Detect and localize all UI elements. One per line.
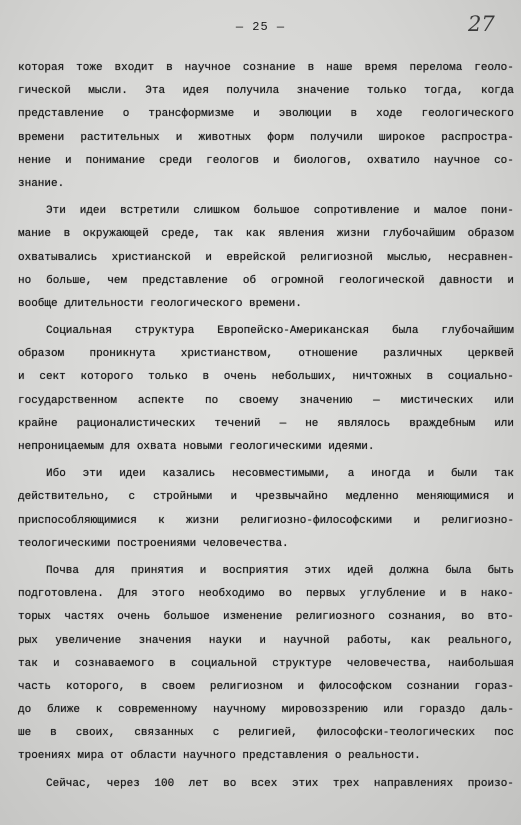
page-number: — 25 — [235, 20, 286, 34]
text-line: но больше, чем представление об огромной геологической давности и [18, 274, 514, 287]
body-text [18, 57, 514, 796]
text-line: знание. [18, 177, 65, 190]
text-line: гической мысли. Эта идея получила значение только тогда, когда [18, 85, 514, 98]
text-line: Социальная структура Европейско-Американская была глубочайшим [46, 325, 514, 338]
text-line: рых увеличение значения науки и научной работы, как реального, [18, 634, 514, 647]
text-line: так и сознаваемого в социальной структуре человечества, наибольшая [18, 657, 514, 670]
text-line: вообще длительности геологического времени. [18, 297, 302, 310]
text-line: охватывались христианской и еврейской религиозной мыслью, несравнен- [18, 251, 514, 264]
text-line: времени растительных и животных форм получили широкое распростра- [18, 131, 514, 144]
text-line: троениях мира от области научного представления о реальности. [18, 750, 421, 763]
text-line: приспособляющимися к жизни религиозно-философскими и религиозно- [18, 514, 514, 527]
text-line: ше в своих, связанных с религией, философски-теологических пос [18, 727, 514, 740]
text-line: государственном аспекте по своему значению — мистических или [18, 394, 514, 407]
text-line: Сейчас, через 100 лет во всех этих трех направлениях произо- [46, 777, 514, 790]
text-line: действительно, с стройными и чрезвычайно медленно меняющимися и [18, 491, 514, 504]
text-line: торых частях очень большое изменение религиозного сознания, во вто- [18, 611, 514, 624]
text-line: Почва для принятия и восприятия этих идей должна была быть [46, 564, 514, 577]
text-line: Эти идеи встретили слишком большое сопротивление и малое пони- [46, 205, 514, 218]
text-line: нение и понимание среди геологов и биологов, охватило научное со- [18, 154, 514, 167]
text-line: крайне рационалистических течений — не являлось враждебным или [18, 417, 514, 430]
text-line: до ближе к современному научному мировоззрению или гораздо даль- [18, 704, 514, 717]
handwritten-archive-number: 27 [468, 12, 495, 36]
text-line: теологическими построениями человечества. [18, 537, 289, 550]
text-line: образом проникнута христианством, отношение различных церквей [18, 348, 514, 361]
text-line: непроницаемым для охвата новыми геологическими идеями. [18, 441, 375, 453]
text-line: мание в окружающей среде, так как явления жизни глубочайшим образом [18, 228, 514, 241]
text-line: часть которого, в своем религиозном и философском сознании гораз- [18, 680, 514, 693]
text-line: и сект которого только в очень небольших, ничтожных в социально- [18, 371, 514, 384]
text-line: которая тоже входит в научное сознание в наше время перелома геоло- [18, 62, 514, 74]
text-line: представление о трансформизме и эволюции в ходе геологического [18, 108, 514, 121]
text-line: подготовлена. Для этого необходимо во первых углубление и в нако- [18, 588, 514, 601]
text-line: Ибо эти идеи казались несовместимыми, а иногда и были так [46, 468, 514, 481]
